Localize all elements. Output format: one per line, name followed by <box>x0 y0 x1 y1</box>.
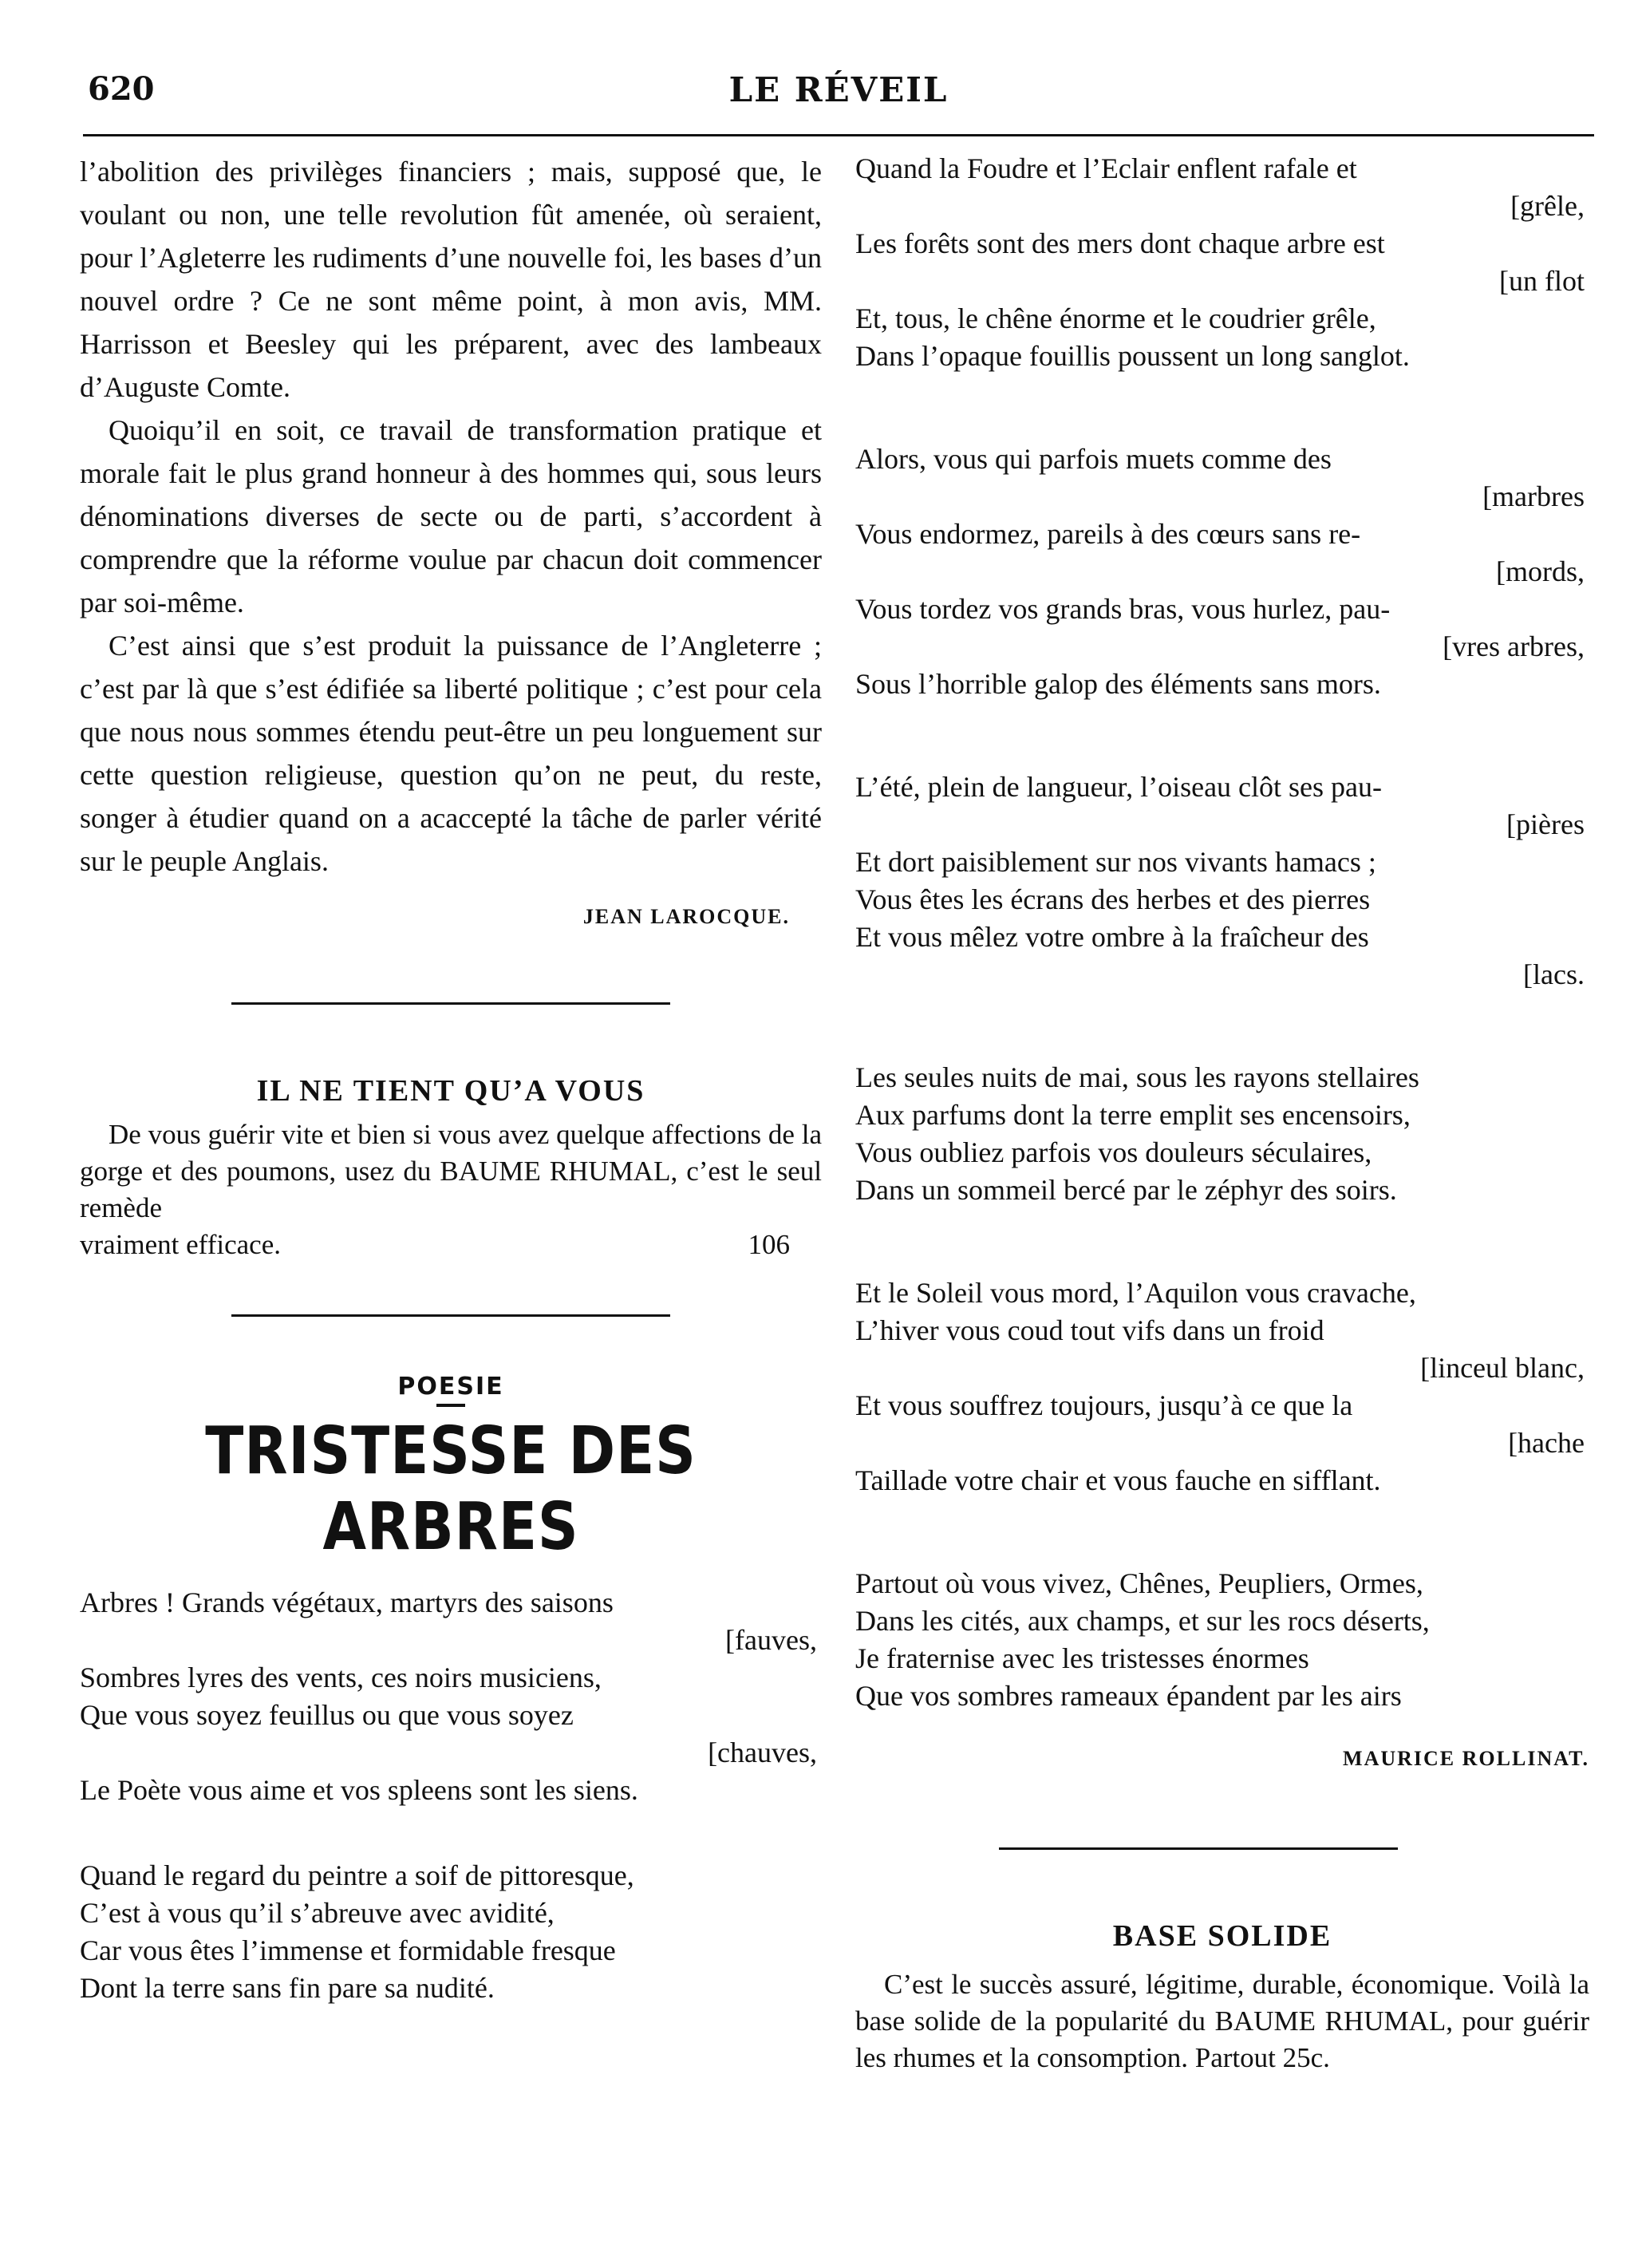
verse-line: Vous êtes les écrans des herbes et des pierres <box>855 883 1371 915</box>
poem-stanza <box>855 441 1589 703</box>
verse-line: Car vous êtes l’immense et formidable fresque <box>80 1934 616 1966</box>
verse-line: Et, tous, le chêne énorme et le coudrier grêle, <box>855 302 1376 334</box>
poem-signature: MAURICE ROLLINAT. <box>1343 1747 1589 1770</box>
ad-title: IL NE TIENT QU’A VOUS <box>256 1074 645 1108</box>
verse-line: Que vos sombres rameaux épandent par les airs <box>855 1680 1402 1712</box>
left-column <box>80 150 822 2007</box>
verse-line: Sous l’horrible galop des éléments sans mors. <box>855 668 1381 700</box>
verse-line: Quand la Foudre et l’Eclair enflent rafale et <box>855 152 1357 184</box>
verse-line: Alors, vous qui parfois muets comme des <box>855 443 1332 475</box>
verse-line: Dans un sommeil bercé par le zéphyr des soirs. <box>855 1174 1397 1206</box>
ad-text: C’est le succès assuré, légitime, durable, économique. Voilà la base solide de la popularité du BAUME RHUMAL, pour guérir les rhumes et la consomption. Partout 25c. <box>855 1969 1589 2073</box>
title-dash <box>436 1404 465 1407</box>
article-paragraph: C’est ainsi que s’est produit la puissance de l’Angleterre ; c’est par là que s’est édifiée sa liberté politique ; c’est pour cela que nous nous sommes étendu peut-être un peu longuement sur cette question religieuse, question qu’on ne peut, du reste, songer à étudier quand on a acaccepté la tâche de parler vérité sur le peuple Anglais. <box>80 630 822 877</box>
article-continuation <box>80 150 822 883</box>
ad-number: 106 <box>748 1229 790 1260</box>
verse-continuation: [hache <box>1508 1427 1585 1459</box>
article-paragraph: Quoiqu’il en soit, ce travail de transformation pratique et morale fait le plus grand honneur à des hommes qui, sous leurs dénominations diverses de secte ou de parti, s’accordent à comprendre que la réforme voulue par chacun doit commencer par soi-même. <box>80 414 822 618</box>
verse-line: Et vous mêlez votre ombre à la fraîcheur des <box>855 921 1369 953</box>
ad-last-line <box>80 1227 822 1263</box>
poem-right-part <box>855 150 1589 1715</box>
verse-continuation: [grêle, <box>1510 190 1585 222</box>
poem-stanza <box>80 1857 822 2007</box>
verse-line: Que vous soyez feuillus ou que vous soyez <box>80 1699 574 1731</box>
poem-stanza <box>855 1565 1589 1715</box>
poem-stanza <box>855 769 1589 994</box>
page-header <box>83 70 1594 134</box>
verse-line: Partout où vous vivez, Chênes, Peupliers, Ormes, <box>855 1567 1423 1599</box>
header-rule <box>83 134 1594 136</box>
verse-continuation: [fauves, <box>725 1624 817 1656</box>
poem-stanza <box>855 1059 1589 1209</box>
poem-stanza <box>855 150 1589 375</box>
verse-continuation: [mords, <box>1496 555 1585 587</box>
verse-line: L’été, plein de langueur, l’oiseau clôt ses pau- <box>855 771 1383 803</box>
section-label: POESIE <box>397 1373 504 1401</box>
verse-line: Et le Soleil vous mord, l’Aquilon vous cravache, <box>855 1277 1416 1309</box>
verse-line: Taillade votre chair et vous fauche en sifflant. <box>855 1464 1381 1496</box>
verse-continuation: [un flot <box>1499 265 1585 297</box>
verse-line: Dont la terre sans fin pare sa nudité. <box>80 1972 495 2004</box>
verse-line: Je fraternise avec les tristesses énormes <box>855 1642 1309 1674</box>
verse-line: C’est à vous qu’il s’abreuve avec avidité, <box>80 1897 555 1929</box>
verse-continuation: [lacs. <box>1523 958 1585 990</box>
verse-continuation: [pières <box>1506 808 1585 840</box>
article-signature: JEAN LAROCQUE. <box>582 905 790 928</box>
article-paragraph: l’abolition des privilèges financiers ; mais, supposé que, le voulant ou non, une telle revolution fût amenée, où seraient, pour l’Agleterre les rudiments d’une nouvelle foi, les bases d’un nouvel ordre ? Ce ne sont même point, à mon avis, MM. Harrisson et Beesley qui les préparent, avec des lambeaux d’Auguste Comte. <box>80 156 822 403</box>
verse-line: Sombres lyres des vents, ces noirs musiciens, <box>80 1661 602 1693</box>
verse-line: Le Poète vous aime et vos spleens sont les siens. <box>80 1774 638 1806</box>
verse-line: Et dort paisiblement sur nos vivants hamacs ; <box>855 846 1376 878</box>
ad-last-text: vraiment efficace. <box>80 1229 281 1260</box>
verse-continuation: [marbres <box>1482 480 1585 512</box>
verse-line: Vous oubliez parfois vos douleurs séculaires, <box>855 1136 1372 1168</box>
verse-line: Dans l’opaque fouillis poussent un long sanglot. <box>855 340 1410 372</box>
page-number: 620 <box>88 70 155 108</box>
verse-line: Vous tordez vos grands bras, vous hurlez, pau- <box>855 593 1391 625</box>
poem-stanza <box>80 1584 822 1809</box>
verse-line: Et vous souffrez toujours, jusqu’à ce que la <box>855 1389 1353 1421</box>
poem-stanza <box>855 1274 1589 1499</box>
poem-title: TRISTESSE DES ARBRES <box>205 1413 697 1565</box>
running-title: LE RÉVEIL <box>728 70 949 109</box>
verse-line: Les seules nuits de mai, sous les rayons stellaires <box>855 1061 1419 1093</box>
verse-line: Arbres ! Grands végétaux, martyrs des saisons <box>80 1586 614 1618</box>
verse-continuation: [vres arbres, <box>1443 630 1585 662</box>
verse-continuation: [linceul blanc, <box>1420 1352 1585 1384</box>
verse-line: Vous endormez, pareils à des cœurs sans re- <box>855 518 1361 550</box>
verse-line: Les forêts sont des mers dont chaque arbre est <box>855 227 1385 259</box>
ad-title: BASE SOLIDE <box>1112 1919 1332 1953</box>
right-column <box>855 150 1589 2076</box>
ad-text: De vous guérir vite et bien si vous avez quelque affections de la gorge et des poumons, usez du BAUME RHUMAL, c’est le seul remède <box>80 1119 822 1223</box>
verse-line: Quand le regard du peintre a soif de pittoresque, <box>80 1859 634 1891</box>
verse-line: Dans les cités, aux champs, et sur les rocs déserts, <box>855 1605 1430 1637</box>
verse-line: L’hiver vous coud tout vifs dans un froid <box>855 1314 1324 1346</box>
verse-line: Aux parfums dont la terre emplit ses encensoirs, <box>855 1099 1411 1131</box>
verse-continuation: [chauves, <box>708 1737 817 1768</box>
poem-left-part <box>80 1584 822 2007</box>
